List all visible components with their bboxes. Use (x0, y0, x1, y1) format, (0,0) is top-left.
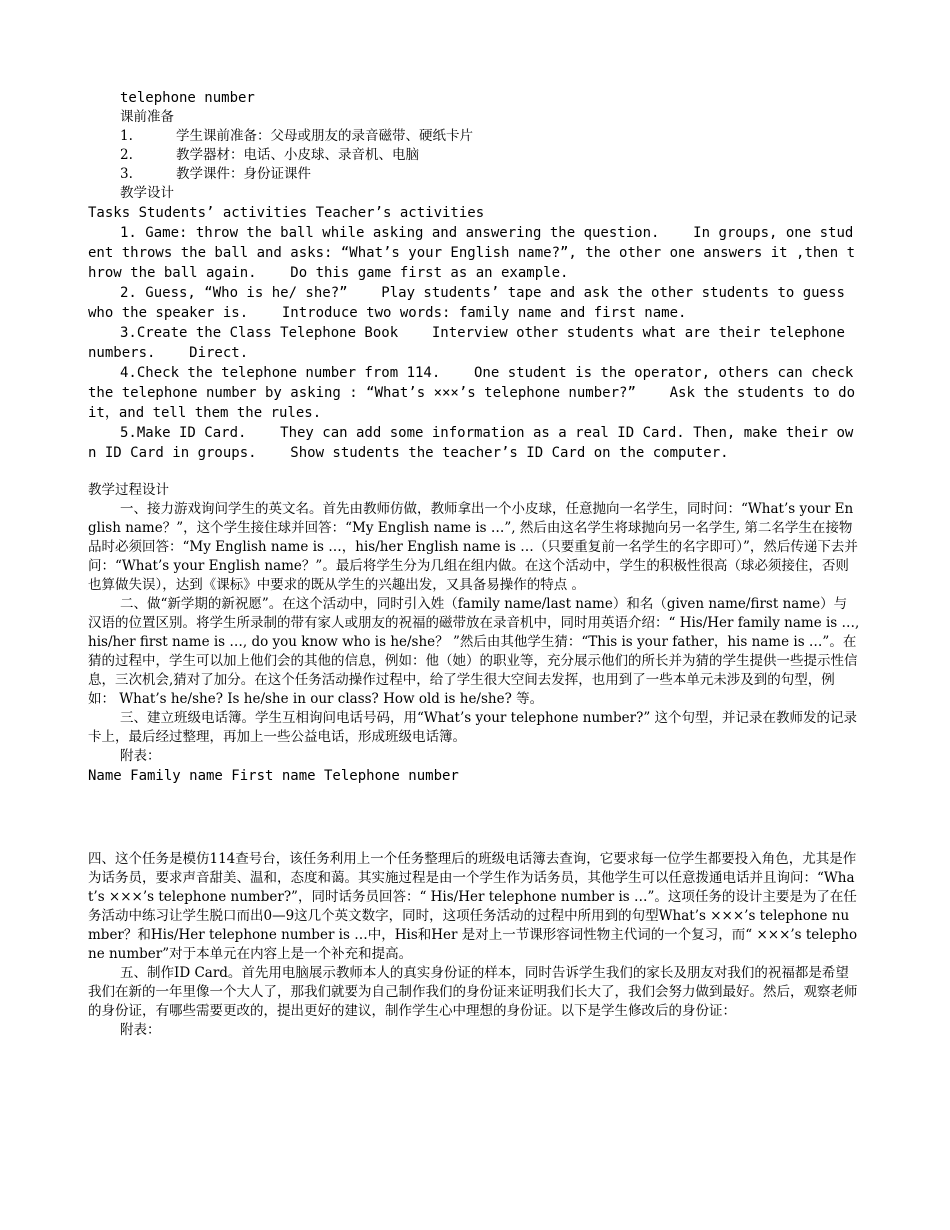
appendix-label: 附表： (120, 748, 161, 764)
design-heading: 教学设计 (120, 185, 174, 201)
task-item: 3.Create the Class Telephone Book Interview other students what are their telephone numbers. Direct. (88, 325, 854, 361)
appendix-label: 附表： (120, 1022, 161, 1038)
prep-item-text: 学生课前准备：父母或朋友的录音磁带、硬纸卡片 (176, 128, 473, 144)
task-item: 4.Check the telephone number from 114. One student is the operator, others can check the telephone number by asking : “What’s ×××’s telephone number?” Ask the students to do it，and tell them the rules. (88, 365, 864, 421)
spacer (88, 786, 860, 850)
spacer (88, 463, 860, 481)
prep-item-num: 1. (120, 128, 133, 144)
task-item: 2. Guess, “Who is he/ she?” Play students’ tape and ask the other students to guess who the speaker is. Introduce two words: family name and first name. (88, 285, 854, 321)
task-item: 1. Game: throw the ball while asking and answering the question. In groups, one student throws the ball and asks: “What’s your English name?”, the other one answers it ,then throw the ball again. Do this game first as an example. (88, 225, 856, 281)
prep-item (88, 127, 860, 146)
process-heading: 教学过程设计 (88, 482, 169, 498)
title-line: telephone number (120, 90, 255, 106)
document-page (88, 88, 864, 1040)
process-paragraph: 一、接力游戏询问学生的英文名。首先由教师仿做，教师拿出一个小皮球，任意抛向一名学生，同时问：“What’s your English name？”，这个学生接住球并回答：“My English name is …”, 然后由这名学生将球抛向另一名学生, 第二名学生在接物品时必须回答：“My English name is …，his/her English name is …（只要重复前一名学生的名字即可）”，然后传递下去并问：“What’s your English name？”。最后将学生分为几组在组内做。在这个活动中，学生的积极性很高（球必须接住，否则也算做失误），达到《课标》中要求的既从学生的兴趣出发，又具备易操作的特点 。 (88, 501, 858, 593)
prep-heading: 课前准备 (120, 109, 174, 125)
process-paragraph-five: 五、制作ID Card。首先用电脑展示教师本人的真实身份证的样本，同时告诉学生我们的家长及朋友对我们的祝福都是希望我们在新的一年里像一个大人了，那我们就要为自己制作我们的身份证来证明我们长大了，我们会努力做到最好。然后，观察老师的身份证，有哪些需要更改的，提出更好的建议，制作学生心中理想的身份证。以下是学生修改后的身份证： (88, 965, 858, 1019)
tasks-header: Tasks Students’ activities Teacher’s activities (88, 205, 485, 221)
prep-item (88, 146, 860, 165)
prep-item-num: 3. (120, 166, 133, 182)
process-paragraph-four: 四、这个任务是模仿114查号台，该任务利用上一个任务整理后的班级电话簿去查询，它要求每一位学生都要投入角色，尤其是作为话务员，要求声音甜美、温和，态度和蔼。其实施过程是由一个学生作为话务员，其他学生可以任意拨通电话并且询问：“What’s ×××’s telephone number?”，同时话务员回答：“ His/Her telephone number is …”。这项任务的设计主要是为了在任务活动中练习让学生脱口而出0—9这几个英文数字，同时，这项任务活动的过程中所用到的句型What’s ×××’s telephone number？和His/Her telephone number is …中，His和Her 是对上一节课形容词性物主代词的一个复习，而“ ×××’s telephone number”对于本单元在内容上是一个补充和提高。 (88, 851, 858, 962)
prep-item-text: 教学器材：电话、小皮球、录音机、电脑 (176, 147, 419, 163)
task-item: 5.Make ID Card. They can add some information as a real ID Card. Then, make their own ID Card in groups. Show students the teacher’s ID Card on the computer. (88, 425, 854, 461)
prep-item (88, 165, 860, 184)
process-paragraph: 二、做“新学期的新祝愿”。在这个活动中，同时引入姓（family name/last name）和名（given name/first name）与汉语的位置区别。将学生所录制的带有家人或朋友的祝福的磁带放在录音机中，同时用英语介绍：“ His/Her family name is …, his/her first name is …, do you know who is he/she？ ”然后由其他学生猜：“This is your father，his name is …”。在猜的过程中，学生可以加上他们会的其他的信息，例如：他（她）的职业等，充分展示他们的所长并为猜的学生提供一些提示性信息，三次机会,猜对了加分。在这个任务活动操作过程中，给了学生很大空间去发挥，也用到了一些本单元未涉及到的句型，例如： What’s he/she? Is he/she in our class? How old is he/she? 等。 (88, 596, 864, 707)
prep-item-text: 教学课件：身份证课件 (176, 166, 311, 182)
prep-item-num: 2. (120, 147, 133, 163)
table-header: Name Family name First name Telephone number (88, 768, 459, 784)
process-paragraph: 三、建立班级电话簿。学生互相询问电话号码，用“What’s your telephone number?” 这个句型，并记录在教师发的记录卡上，最后经过整理，再加上一些公益电话，形成班级电话簿。 (88, 710, 858, 745)
